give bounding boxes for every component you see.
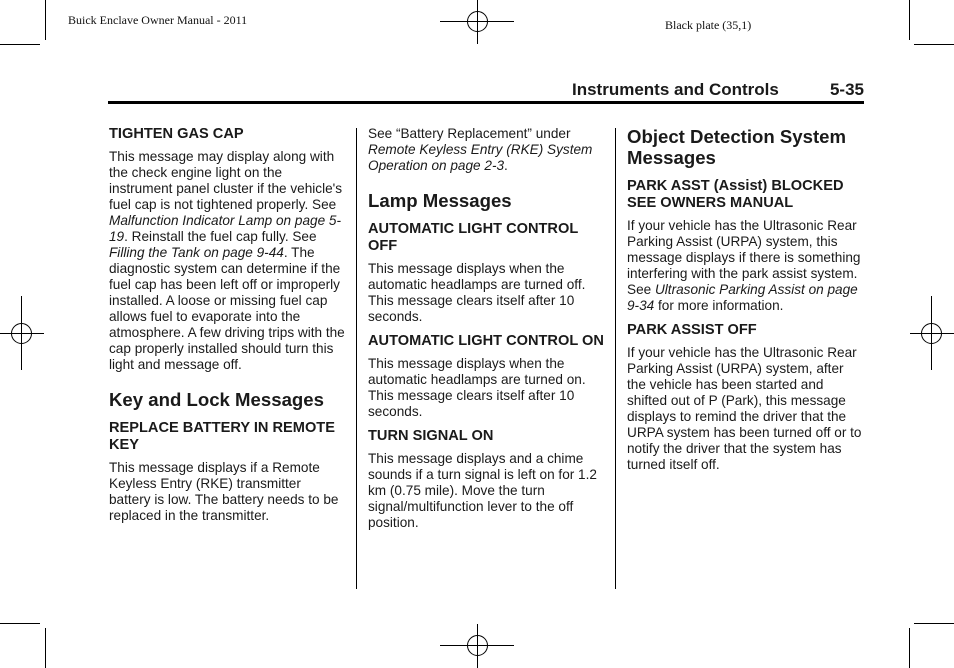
registration-mark-top (440, 0, 514, 44)
registration-mark-bottom (440, 624, 514, 668)
crop-mark (0, 44, 40, 45)
cross-reference: Malfunction Indicator Lamp on page 5-19 (109, 213, 341, 244)
column-3 (627, 126, 863, 481)
section-title: Instruments and Controls (572, 80, 779, 99)
paragraph: If your vehicle has the Ultrasonic Rear Parking Assist (URPA) system, this message displays if there is something interfering with the park assist system. See Ultrasonic Parking Assist on page 9-34 for more information. (627, 218, 861, 313)
crop-mark (45, 628, 46, 668)
heading-park-asst-blocked: PARK ASST (Assist) BLOCKED SEE OWNERS MANUAL (627, 178, 844, 211)
heading-automatic-light-on: AUTOMATIC LIGHT CONTROL ON (368, 333, 604, 349)
crop-mark (909, 0, 910, 40)
registration-mark-right (910, 296, 954, 370)
paragraph: This message displays when the automatic headlamps are turned on. This message clears itself after 10 seconds. (368, 356, 586, 419)
heading-lamp-messages: Lamp Messages (368, 190, 512, 211)
column-2 (368, 126, 604, 539)
heading-key-and-lock-messages: Key and Lock Messages (109, 389, 324, 410)
header-rule (108, 101, 864, 104)
heading-object-detection: Object Detection System Messages (627, 126, 847, 168)
heading-automatic-light-off: AUTOMATIC LIGHT CONTROL OFF (368, 221, 578, 254)
running-header (572, 80, 864, 100)
heading-turn-signal-on: TURN SIGNAL ON (368, 428, 494, 444)
slug-left: Buick Enclave Owner Manual - 2011 (68, 13, 248, 27)
column-1 (109, 126, 345, 532)
cross-reference: Filling the Tank on page 9-44 (109, 245, 284, 260)
registration-mark-left (0, 296, 44, 370)
paragraph: This message may display along with the check engine light on the instrument panel cluster if the vehicle's fuel cap is not tightened properly. See Malfunction Indicator Lamp on page 5-19. Reinstall the fuel cap fully. See Filling the Tank on page 9-44. The diagnostic system can determine if the fuel cap has been left off or improperly installed. A loose or missing fuel cap allows fuel to evaporate into the atmosphere. A few driving trips with the cap properly installed should turn this light and message off. (109, 149, 345, 372)
column-divider (615, 128, 616, 589)
paragraph: If your vehicle has the Ultrasonic Rear Parking Assist (URPA) system, after the vehicle has been started and shifted out of P (Park), this message displays to remind the driver that the URPA system has been turned off or to notify the driver that the system has turned itself off. (627, 345, 862, 472)
heading-tighten-gas-cap: TIGHTEN GAS CAP (109, 126, 244, 142)
page-number: 5-35 (829, 80, 864, 99)
crop-mark (914, 623, 954, 624)
crop-mark (45, 0, 46, 40)
cross-reference: Remote Keyless Entry (RKE) System Operation on page 2-3 (368, 142, 593, 173)
paragraph: This message displays when the automatic headlamps are turned off. This message clears itself after 10 seconds. (368, 261, 586, 324)
heading-replace-battery: REPLACE BATTERY IN REMOTE KEY (109, 420, 335, 453)
crop-mark (914, 44, 954, 45)
heading-park-assist-off: PARK ASSIST OFF (627, 322, 757, 338)
cross-reference: Ultrasonic Parking Assist on page 9-34 (627, 282, 858, 313)
crop-mark (909, 628, 910, 668)
paragraph: See “Battery Replacement” under Remote Keyless Entry (RKE) System Operation on page 2-3. (368, 126, 593, 173)
crop-mark (0, 623, 40, 624)
column-divider (356, 128, 357, 589)
paragraph: This message displays and a chime sounds if a turn signal is left on for 1.2 km (0.75 mile). Move the turn signal/multifunction lever to the off position. (368, 451, 597, 530)
paragraph: This message displays if a Remote Keyless Entry (RKE) transmitter battery is low. The battery needs to be replaced in the transmitter. (109, 460, 339, 523)
slug-right: Black plate (35,1) (665, 18, 752, 32)
